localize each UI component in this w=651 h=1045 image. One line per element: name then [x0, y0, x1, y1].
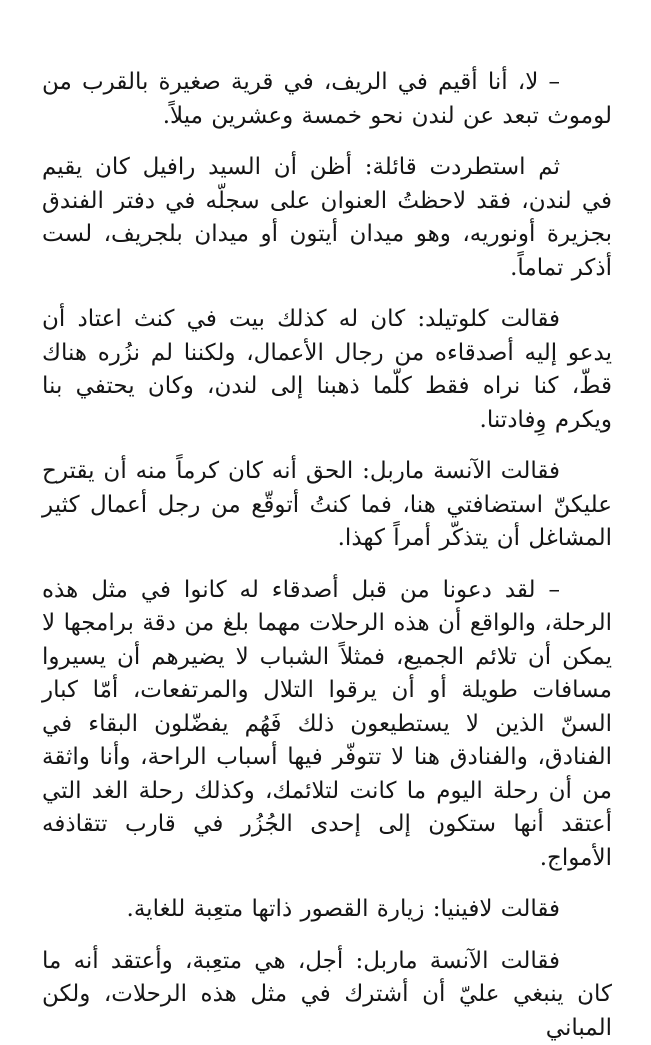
paragraph: – لا، أنا أقيم في الريف، في قرية صغيرة بالقرب من لوموث تبعد عن لندن نحو خمسة وعشرين ميلاً. [42, 66, 612, 133]
paragraph: – لقد دعونا من قبل أصدقاء له كانوا في مثل هذه الرحلة، والواقع أن هذه الرحلات مهما بلغ من دقة برامجها لا يمكن أن تلائم الجميع، فمثلاً الشباب لا يضيرهم أن يسيروا مسافات طويلة أو أن يرقوا التلال والمرتفعات، أمّا كبار السنّ الذين لا يستطيعون ذلك فَهُم يفضّلون البقاء في الفنادق، والفنادق هنا لا تتوفّر فيها أسباب الراحة، وأنا واثقة من أن رحلة اليوم ما كانت لتلائمك، وكذلك رحلة الغد التي أعتقد أنها ستكون إلى إحدى الجُزُر في قارب تتقاذفه الأمواج. [42, 574, 612, 876]
paragraph: ثم استطردت قائلة: أظن أن السيد رافيل كان يقيم في لندن، فقد لاحظتُ العنوان على سجلّه في دفتر الفندق بجزيرة أونوريه، وهو ميدان أيتون أو ميدان بلجريف، لست أذكر تماماً. [42, 151, 612, 285]
paragraph: فقالت كلوتيلد: كان له كذلك بيت في كنث اعتاد أن يدعو إليه أصدقاءه من رجال الأعمال، ولكننا لم نزُره هناك قطّ، كنا نراه فقط كلّما ذهبنا إلى لندن، وكان يحتفي بنا ويكرم وِفادتنا. [42, 303, 612, 437]
paragraph: فقالت الآنسة ماربل: الحق أنه كان كرماً منه أن يقترح عليكنّ استضافتي هنا، فما كنتُ أتوقّع من رجل أعمال كثير المشاغل أن يتذكّر أمراً كهذا. [42, 455, 612, 556]
paragraph: فقالت لافينيا: زيارة القصور ذاتها متعِبة للغاية. [42, 893, 612, 927]
paragraph: فقالت الآنسة ماربل: أجل، هي متعِبة، وأعتقد أنه ما كان ينبغي عليّ أن أشترك في مثل هذه الرحلات، ولكن المباني [42, 945, 612, 1045]
